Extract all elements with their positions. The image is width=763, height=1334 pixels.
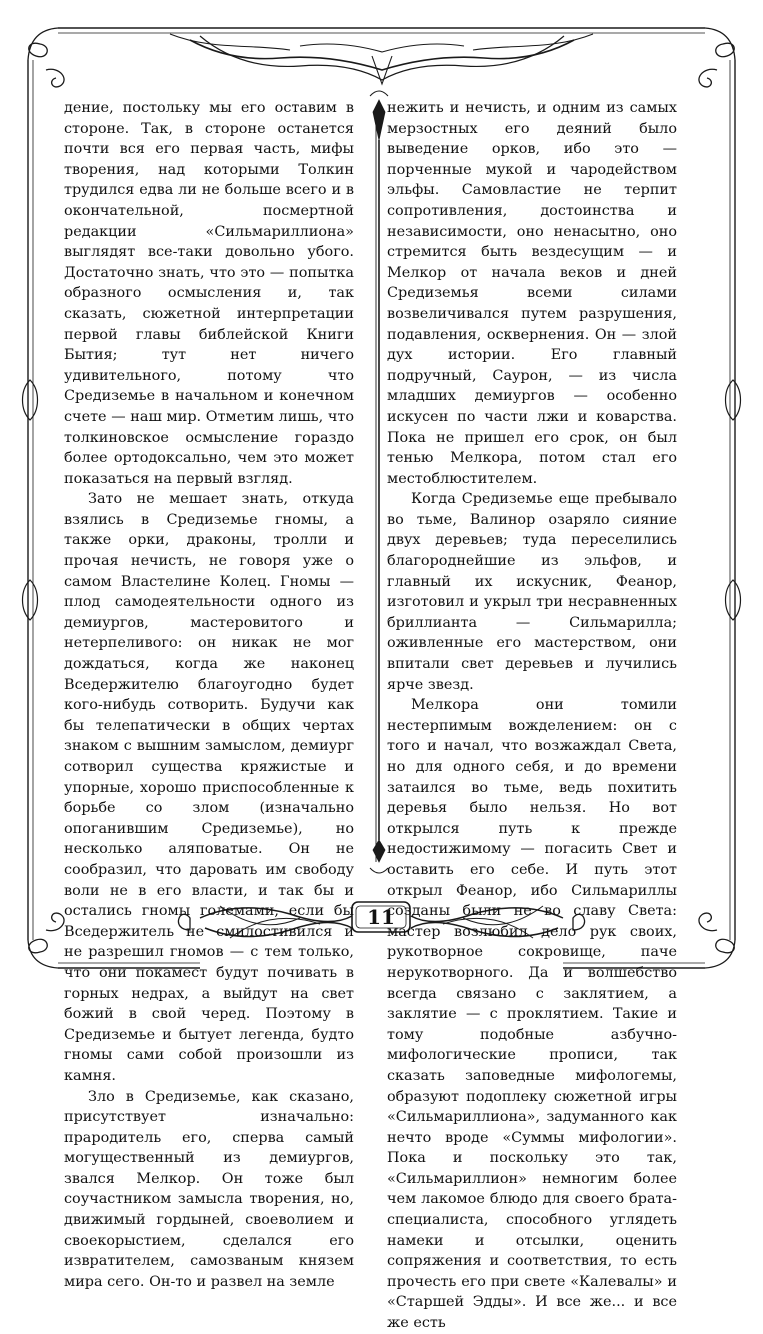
paragraph: нежить и нечисть, и одним из самых мерзостных его деяний было выведение орков, ибо это — порченные мукой и чародейством эльфы. Самовластие не терпит сопротивления, достоинства и независимости, оно ненасытно, оно стремится быть вездесущим — и Мелкор от начала веков и дней Средиземья всеми силами возвеличивался путем разрушения, подавления, осквернения. Он — злой дух истории. Его главный подручный, Саурон, — из числа младших демиургов — особенно искусен по части лжи и коварства. Пока не пришел его срок, он был тенью Мелкора, потом стал его местоблюстителем. [387, 100, 677, 487]
paragraph: Зло в Средиземье, как сказано, присутствует изначально: прародитель его, сперва самый могущественный из демиургов, звался Мелкор. Он тоже был соучастником замысла творения, но, движимый гордыней, своеволием и своекорыстием, сделался его извратителем, самозваным князем мира сего. Он-то и развел на земле [64, 1088, 354, 1290]
page-number: 11 [367, 905, 395, 929]
right-column [387, 98, 677, 1334]
paragraph: Когда Средиземье еще пребывало во тьме, Валинор озаряло сияние двух деревьев; туда переселились благороднейшие из эльфов, и главный их искусник, Феанор, изготовил и укрыл три несравненных бриллианта — Сильмарилла; оживленные его мастерством, они впитали свет деревьев и лучились ярче звезд. [387, 491, 677, 693]
paragraph: Мелкора они томили нестерпимым вожделением: он с того и начал, что возжаждал Света, но для одного себя, и до времени затаился во тьме, ведь похитить деревья было нельзя. Но вот открылся путь к прежде недостижимому — погасить Свет и оставить его себе. И путь этот открыл Феанор, ибо Сильмариллы созданы были не во славу Света: мастер возлюбил дело рук своих, рукотворное сокровище, паче нерукотворного. Да и волшебство всегда связано с заклятием, а заклятие — с проклятием. Такие и тому подобные азбучно-мифологические прописи, так сказать заповедные мифологемы, образуют подоплеку сюжетной игры «Сильмариллиона», задуманного как нечто вроде «Суммы мифологии». Пока и поскольку это так, «Сильмариллион» немногим более чем лакомое блюдо для своего брата-специалиста, способного углядеть намеки и отсылки, оценить сопряжения и соответствия, то есть прочесть его при свете «Калевалы» и «Старшей Эдды». И все же... и все же есть [387, 697, 677, 1332]
paragraph: дение, постольку мы его оставим в стороне. Так, в стороне останется почти вся его первая часть, мифы творения, над которыми Толкин трудился едва ли не больше всего и в окончательной, посмертной редакции «Сильмариллиона» выглядят все-таки довольно убого. Достаточно знать, что это — попытка образного осмысления и, так сказать, сюжетной интерпретации первой главы библейской Книги Бытия; тут нет ничего удивительного, потому что Средиземье в начальном и конечном счете — наш мир. Отметим лишь, что толкиновское осмысление гораздо более ортодоксально, чем это может показаться на первый взгляд. [64, 100, 354, 487]
paragraph: Зато не мешает знать, откуда взялись в Средиземье гномы, а также орки, драконы, тролли и прочая нечисть, не говоря уже о самом Властелине Колец. Гномы — плод самодеятельности одного из демиургов, мастеровитого и нетерпеливого: он никак не мог дождаться, когда же наконец Вседержителю благоугодно будет кого-нибудь сотворить. Будучи как бы телепатически в общих чертах знаком с вышним замыслом, демиург сотворил существа кряжистые и упорные, хорошо приспособленные к борьбе со злом (изначально опоганившим Средиземье), но несколько аляповатые. Он не сообразил, что даровать им свободу воли не в его власти, и так бы и остались гномы големами, если бы Вседержитель не смилостивился и не разрешил гномов — с тем только, что они покамест будут почивать в горных недрах, а выйдут на свет божий в свой черед. Поэтому в Средиземье и бытует легенда, будто гномы сами собой произошли из камня. [64, 491, 354, 1084]
left-column [64, 98, 354, 1292]
